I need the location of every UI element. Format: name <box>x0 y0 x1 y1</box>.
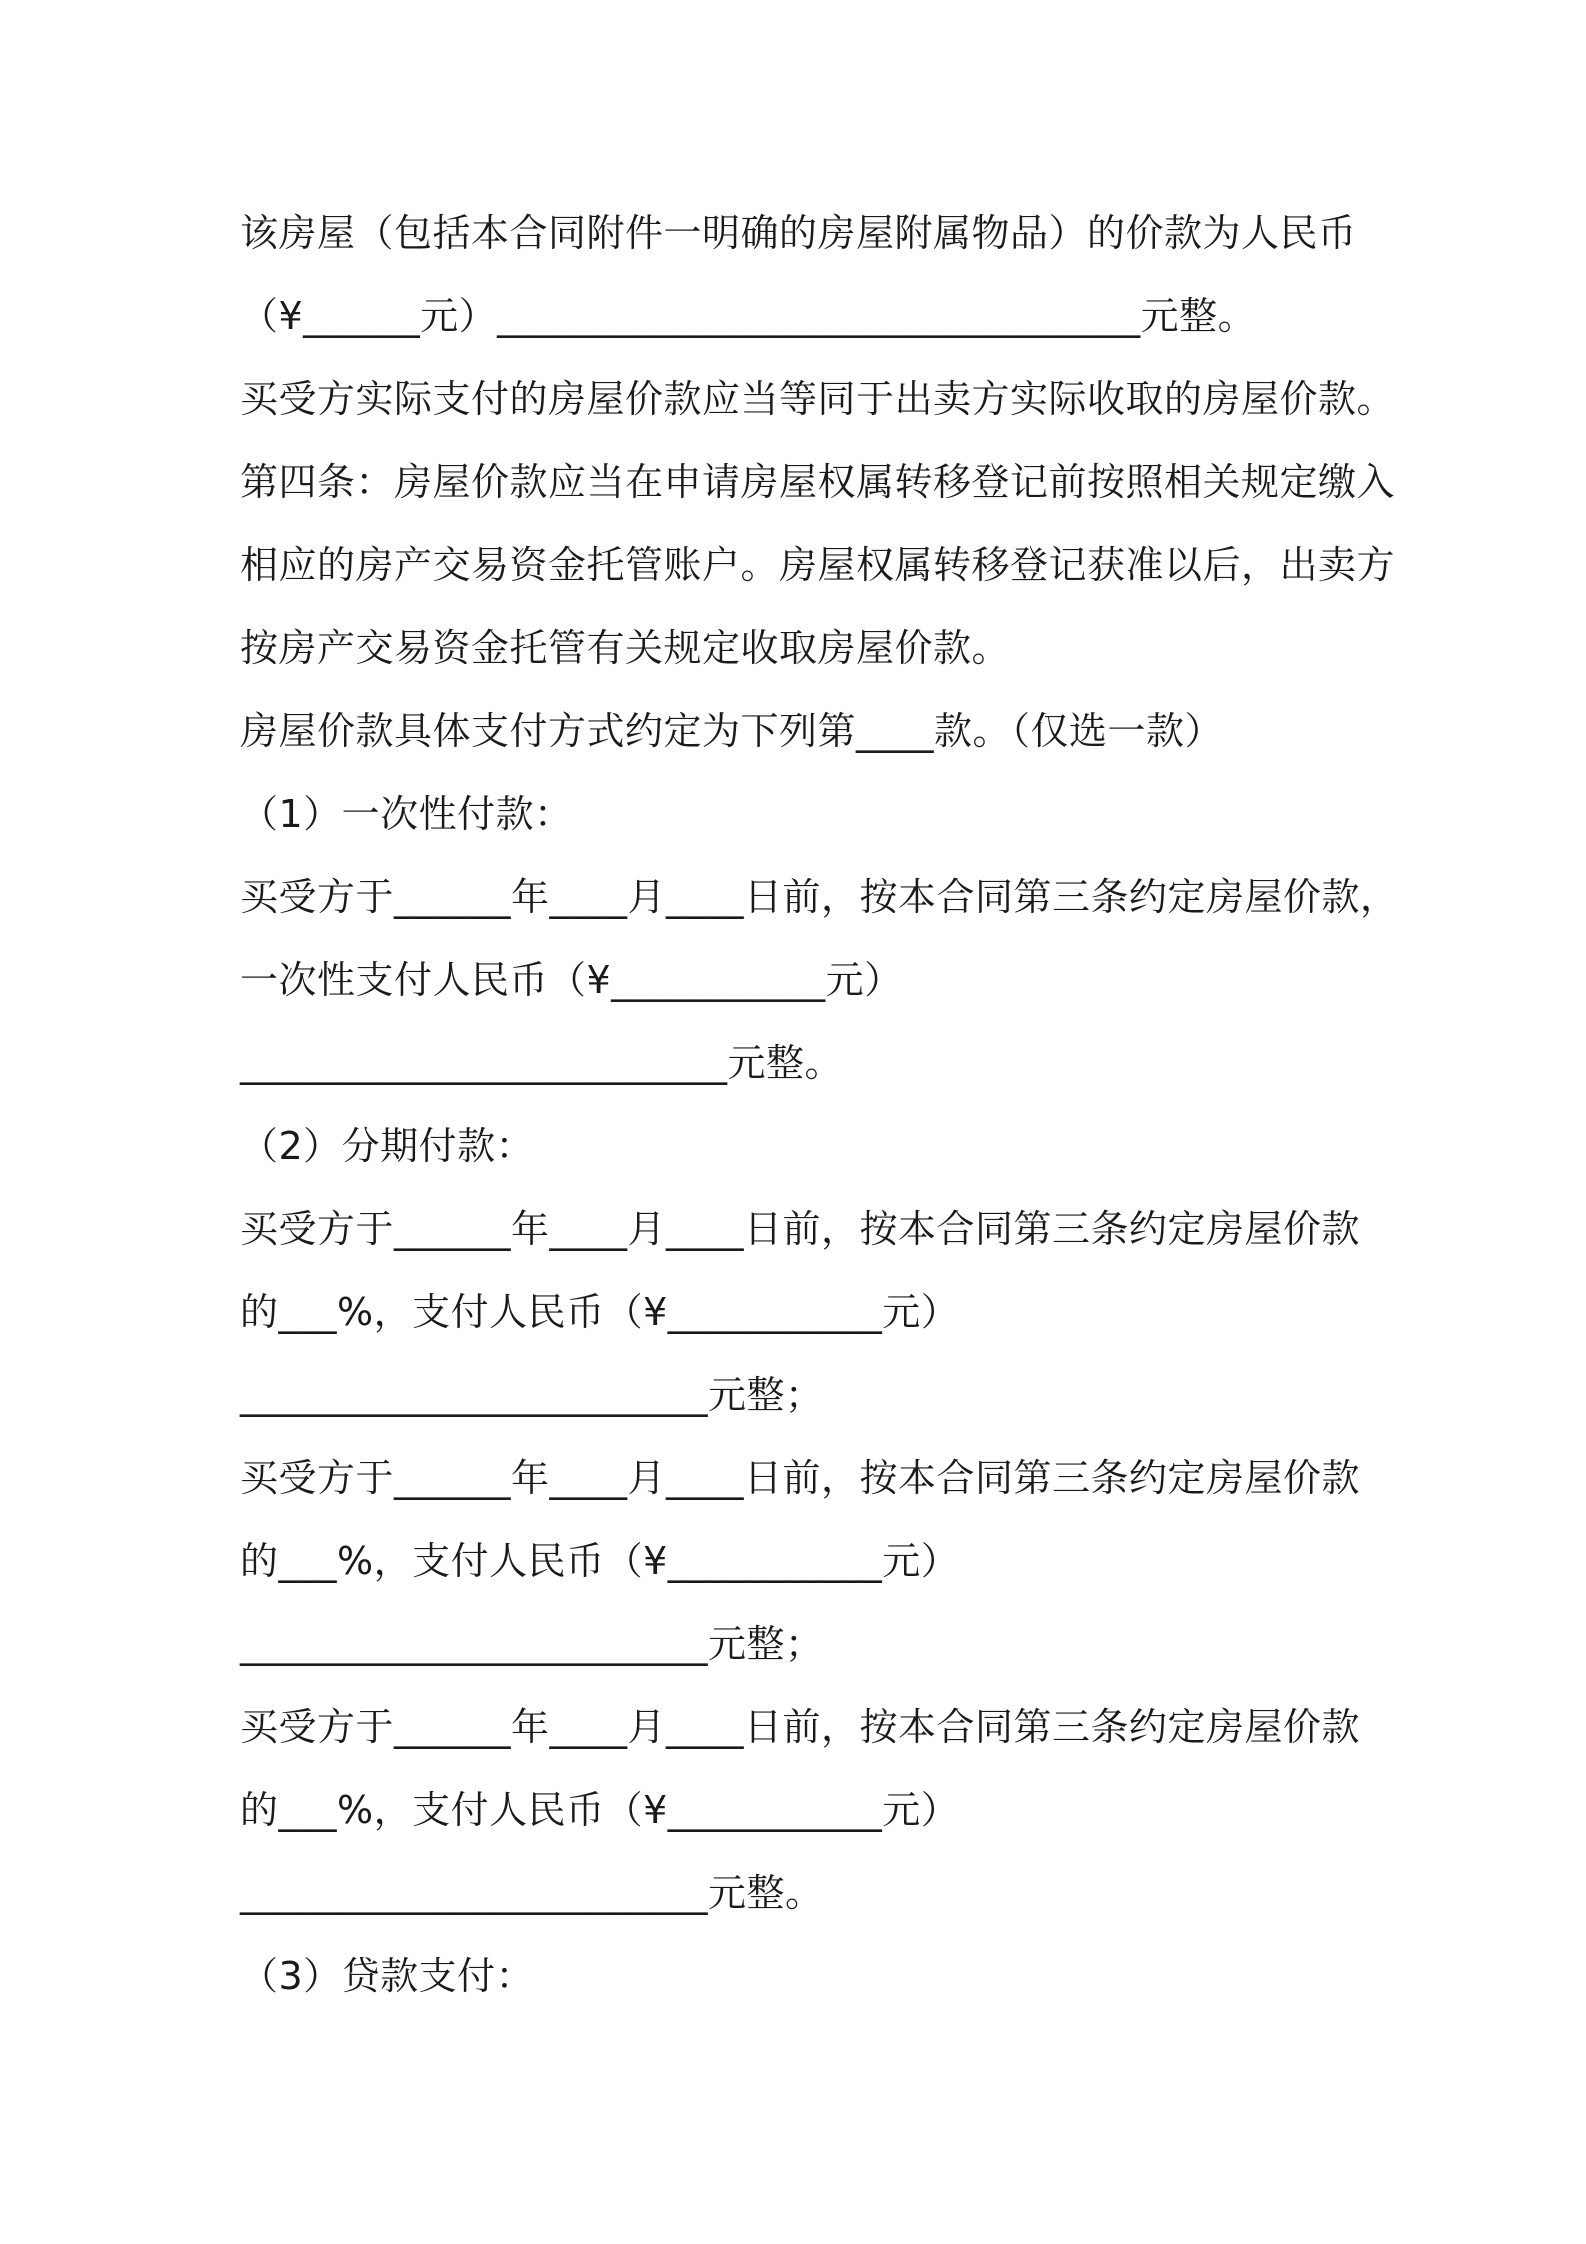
contract-text-body <box>240 192 1420 2018</box>
installment-2-words-line: ________________________元整； <box>240 1622 824 1666</box>
installment-1-words-line: ________________________元整； <box>240 1373 824 1417</box>
payment-equality-line: 买受方实际支付的房屋价款应当等同于出卖方实际收取的房屋价款。 <box>240 377 1396 421</box>
option-installment-heading: （2）分期付款： <box>240 1124 535 1168</box>
escrow-rules-line: 按房产交易资金托管有关规定收取房屋价款。 <box>240 626 1011 670</box>
installment-1-amount-line: 的___%，支付人民币（¥___________元） <box>240 1290 960 1334</box>
lump-sum-amount-line: 一次性支付人民币（¥___________元） <box>240 958 903 1002</box>
option-lump-sum-heading: （1）一次性付款： <box>240 792 573 836</box>
price-amount-blank-line: （¥______元）_________________________________元整。 <box>240 294 1257 338</box>
payment-method-choice-line: 房屋价款具体支付方式约定为下列第____款。（仅选一款） <box>240 709 1224 753</box>
installment-3-amount-line: 的___%，支付人民币（¥___________元） <box>240 1788 960 1832</box>
installment-3-date-line: 买受方于______年____月____日前，按本合同第三条约定房屋价款 <box>240 1705 1361 1749</box>
price-clause-line: 该房屋（包括本合同附件一明确的房屋附属物品）的价款为人民币 <box>240 211 1357 255</box>
article-four-heading-line: 第四条：房屋价款应当在申请房屋权属转移登记前按照相关规定缴入 <box>240 460 1396 504</box>
option-loan-heading: （3）贷款支付： <box>240 1954 535 1998</box>
installment-2-amount-line: 的___%，支付人民币（¥___________元） <box>240 1539 960 1583</box>
escrow-account-line: 相应的房产交易资金托管账户。房屋权属转移登记获准以后，出卖方 <box>240 543 1396 587</box>
installment-2-date-line: 买受方于______年____月____日前，按本合同第三条约定房屋价款 <box>240 1456 1361 1500</box>
lump-sum-date-line: 买受方于______年____月____日前，按本合同第三条约定房屋价款， <box>240 875 1399 919</box>
lump-sum-words-line: _________________________元整。 <box>240 1041 844 1085</box>
installment-1-date-line: 买受方于______年____月____日前，按本合同第三条约定房屋价款 <box>240 1207 1361 1251</box>
installment-3-words-line: ________________________元整。 <box>240 1871 824 1915</box>
